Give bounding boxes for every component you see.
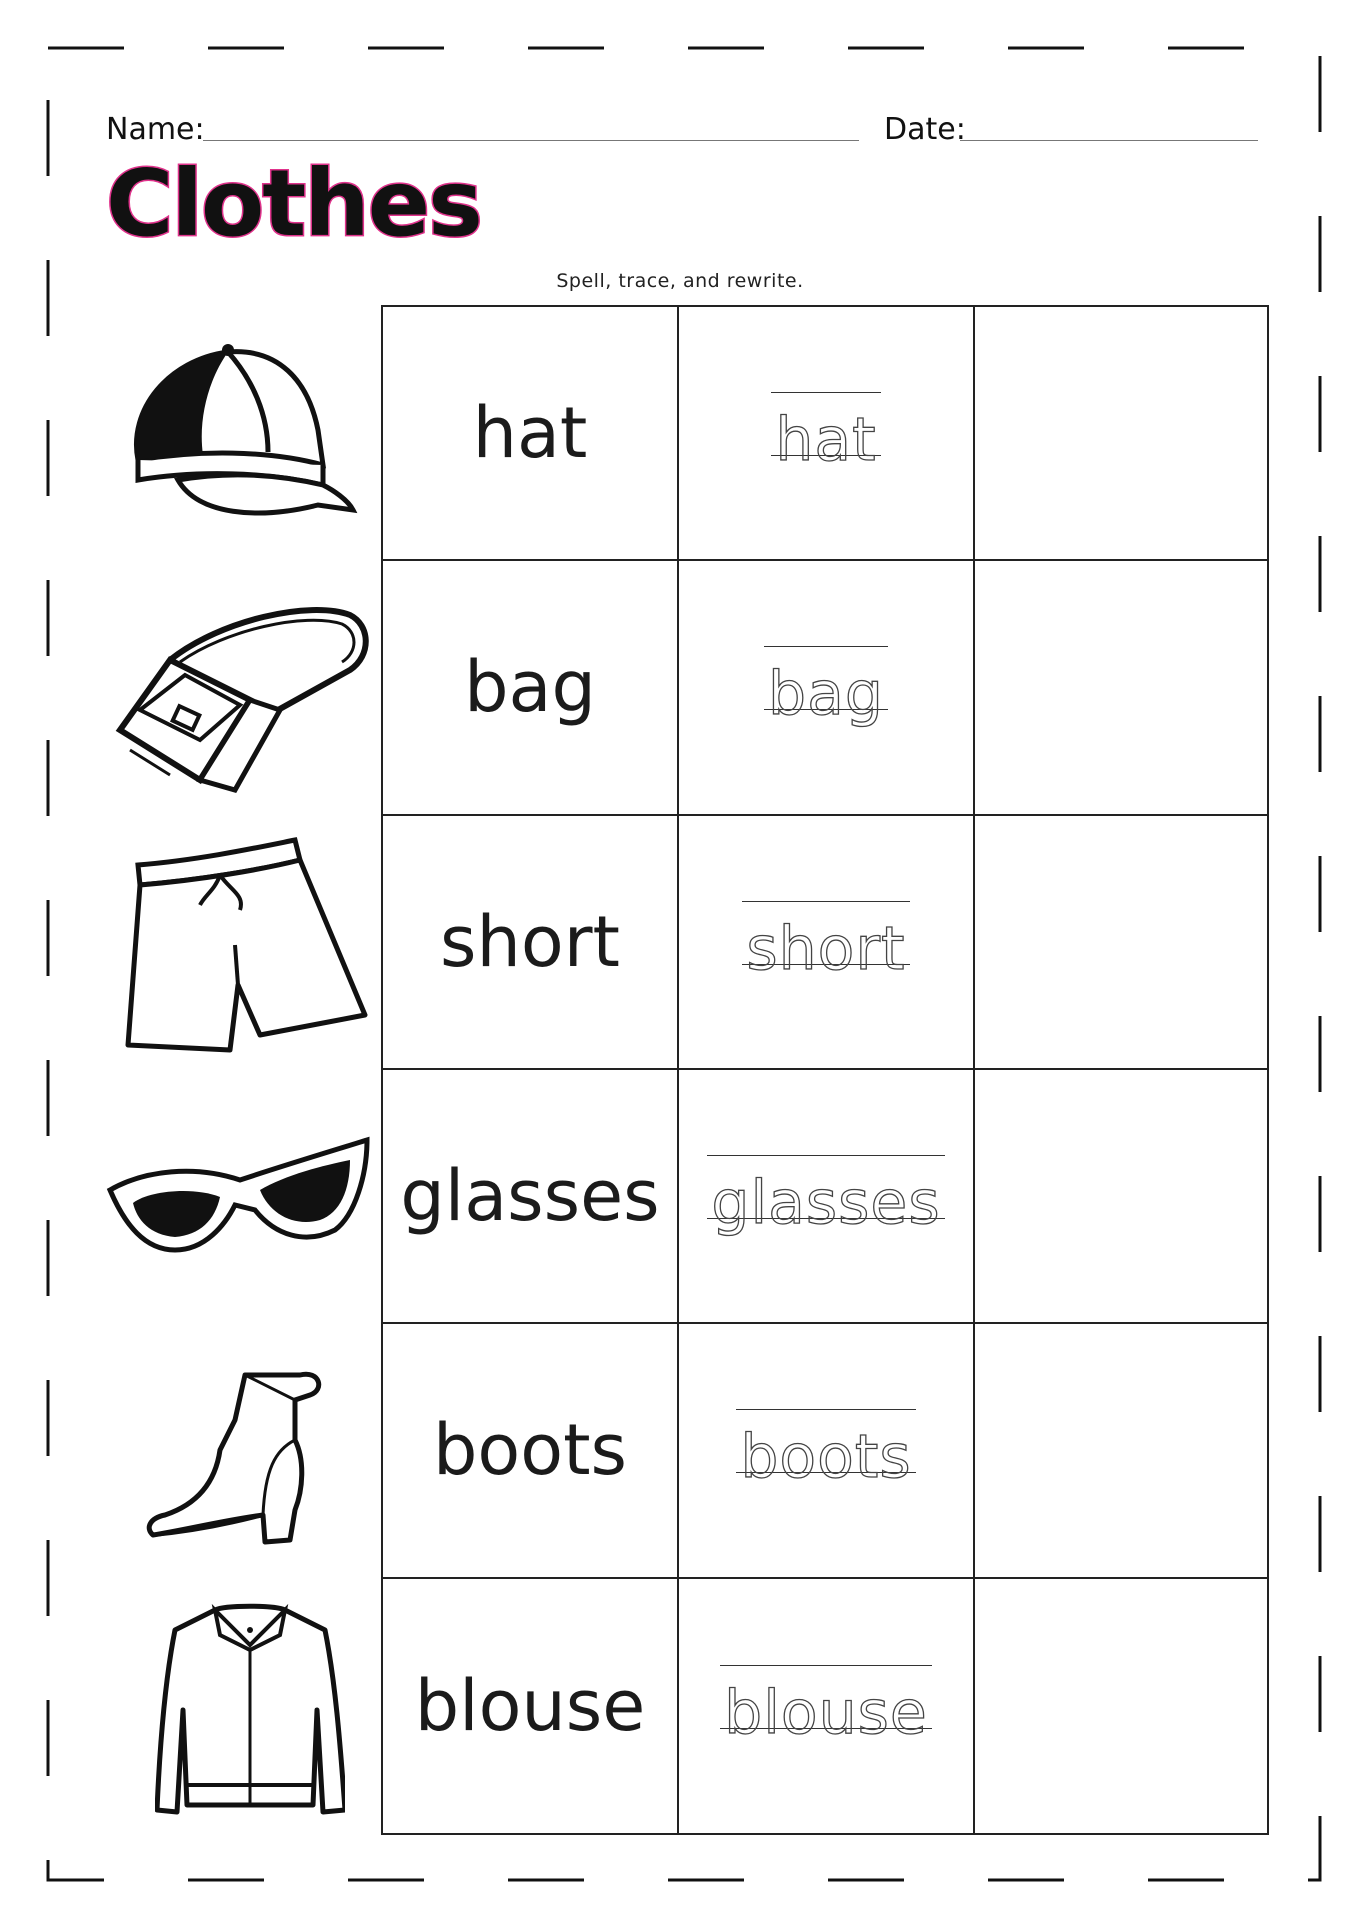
- trace-word: short: [746, 913, 906, 984]
- word-cell: [383, 816, 679, 1070]
- word-cell: [383, 561, 679, 815]
- trace-cell: [679, 1579, 975, 1833]
- name-field[interactable]: [203, 140, 859, 141]
- trace-word: hat: [775, 405, 877, 476]
- rewrite-cell[interactable]: [975, 1579, 1267, 1833]
- shorts-icon: [120, 835, 370, 1060]
- trace-guide: [736, 1409, 915, 1491]
- trace-cell: [679, 1324, 975, 1578]
- rewrite-cell[interactable]: [975, 1324, 1267, 1578]
- trace-word: glasses: [711, 1168, 941, 1239]
- sunglasses-icon: [105, 1135, 375, 1265]
- trace-word: blouse: [724, 1677, 928, 1748]
- word-cell: [383, 1070, 679, 1324]
- boot-icon: [145, 1370, 345, 1570]
- trace-guide: [764, 646, 888, 728]
- trace-cell: [679, 307, 975, 561]
- word-text: hat: [472, 392, 588, 475]
- trace-guide: [720, 1665, 932, 1747]
- trace-guide: [771, 392, 880, 474]
- word-text: glasses: [400, 1155, 660, 1238]
- word-cell: [383, 1324, 679, 1578]
- trace-word: boots: [740, 1422, 912, 1493]
- trace-cell: [679, 561, 975, 815]
- word-text: blouse: [414, 1664, 646, 1747]
- word-cell: [383, 1579, 679, 1833]
- rewrite-cell[interactable]: [975, 1070, 1267, 1324]
- date-field[interactable]: [960, 140, 1258, 141]
- instructions-text: Spell, trace, and rewrite.: [556, 270, 804, 292]
- trace-word: bag: [768, 659, 884, 730]
- worksheet-grid: [381, 305, 1269, 1835]
- word-cell: [383, 307, 679, 561]
- rewrite-cell[interactable]: [975, 307, 1267, 561]
- trace-cell: [679, 816, 975, 1070]
- trace-cell: [679, 1070, 975, 1324]
- blouse-icon: [155, 1600, 345, 1820]
- rewrite-cell[interactable]: [975, 816, 1267, 1070]
- word-text: short: [440, 900, 620, 983]
- word-text: boots: [432, 1409, 627, 1492]
- trace-guide: [707, 1155, 944, 1237]
- word-text: bag: [464, 646, 596, 729]
- rewrite-cell[interactable]: [975, 561, 1267, 815]
- date-label: Date:: [884, 112, 966, 147]
- bag-icon: [110, 600, 380, 800]
- page-title: Clothes: [106, 150, 481, 257]
- trace-guide: [742, 901, 909, 983]
- cap-icon: [118, 340, 368, 540]
- name-label: Name:: [106, 112, 205, 147]
